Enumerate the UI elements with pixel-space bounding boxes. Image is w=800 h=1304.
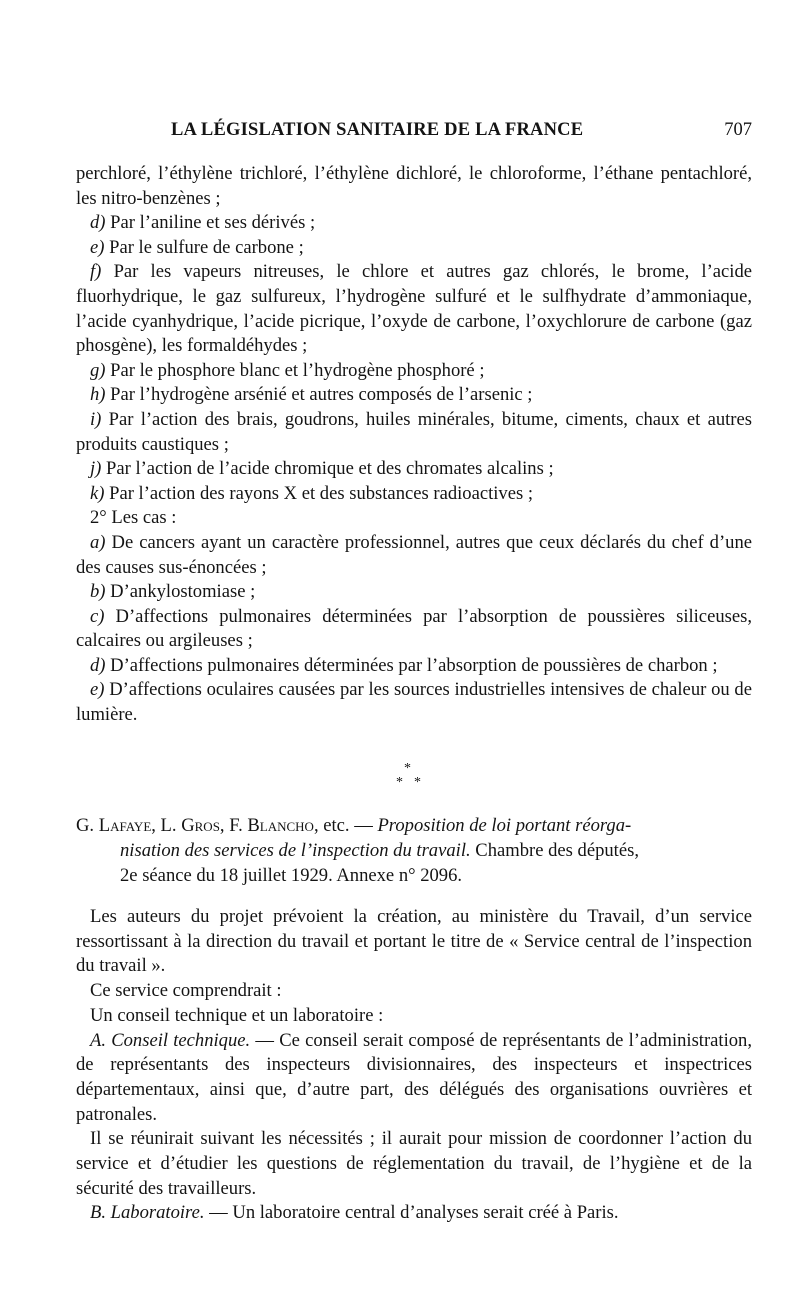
- paragraph: A. Conseil technique. — Ce conseil serait composé de représentants de l’administration, de représentants des inspecteurs divisionnaires, des inspecteurs et inspectrices départementaux, ainsi que, d’autre part, des délégués des organisations ouvrières et patronales.: [76, 1029, 752, 1125]
- page-number: 707: [724, 120, 752, 140]
- reference-authors: G. Lafaye, L. Gros, F. Blancho,: [76, 815, 319, 836]
- list-item: e) D’affections oculaires causées par les sources industrielles intensives de chaleur ou de lumière.: [76, 679, 752, 726]
- page-header: [76, 120, 752, 144]
- running-title: LA LÉGISLATION SANITAIRE DE LA FRANCE: [171, 120, 584, 140]
- asterism: [380, 760, 440, 800]
- paragraph: Il se réunirait suivant les nécessités ; il aurait pour mission de coordonner l’action du service et d’étudier les questions de réglementation du travail, de l’hygiène et de la sécurité des travailleurs.: [76, 1128, 752, 1199]
- asterisk-glyph: *: [414, 775, 421, 790]
- paragraph: Les auteurs du projet prévoient la création, au ministère du Travail, d’un service ressortissant à la direction du travail et portant le titre de « Service central de l’inspection du travail ».: [76, 906, 752, 977]
- reference-line: [76, 864, 752, 889]
- list-item: e) Par le sulfure de carbone ;: [90, 236, 304, 258]
- disease-list: [76, 162, 752, 728]
- asterisk-glyph: *: [404, 761, 411, 776]
- list-heading: 2° Les cas :: [90, 507, 177, 529]
- paragraph: Un conseil technique et un laboratoire :: [90, 1004, 384, 1026]
- reference-source: 2e séance du 18 juillet 1929. Annexe n° 2096.: [120, 864, 463, 886]
- list-item: c) D’affections pulmonaires déterminées par l’absorption de poussières siliceuses, calcaires ou argileuses ;: [76, 605, 752, 652]
- paragraph: B. Laboratoire. — Un laboratoire central d’analyses serait créé à Paris.: [90, 1202, 619, 1224]
- list-item: f) Par les vapeurs nitreuses, le chlore et autres gaz chlorés, le brome, l’acide fluorhydrique, le gaz sulfureux, l’hydrogène sulfuré et le sulfhydrate d’ammoniaque, l’acide cyanhydrique, l’acide picrique, l’oxyde de carbone, l’oxychlorure de carbone (gaz phosgène), les formaldéhydes ;: [76, 261, 752, 357]
- list-item: j) Par l’action de l’acide chromique et des chromates alcalins ;: [90, 458, 554, 480]
- summary-text: [76, 905, 752, 1226]
- asterisk-glyph: *: [396, 775, 403, 790]
- reference-title: Proposition de loi portant réorga-: [377, 815, 632, 836]
- list-item: d) D’affections pulmonaires déterminées par l’absorption de poussières de charbon ;: [90, 654, 718, 676]
- list-item: b) D’ankylostomiase ;: [90, 581, 256, 603]
- list-item: d) Par l’aniline et ses dérivés ;: [90, 212, 316, 234]
- list-item: perchloré, l’éthylène trichloré, l’éthylène dichloré, le chloroforme, l’éthane pentachloré, les nitro-benzènes ;: [76, 163, 752, 209]
- reference-title: nisation des services de l’inspection du travail.: [120, 839, 471, 861]
- bibliographic-reference: [76, 814, 752, 888]
- reference-source: Chambre des députés,: [470, 839, 639, 861]
- list-item: h) Par l’hydrogène arsénié et autres composés de l’arsenic ;: [90, 384, 533, 406]
- list-item: i) Par l’action des brais, goudrons, huiles minérales, bitume, ciments, chaux et autres produits caustiques ;: [76, 408, 752, 455]
- list-item: a) De cancers ayant un caractère professionnel, autres que ceux déclarés du chef d’une des causes sus-énoncées ;: [76, 531, 752, 578]
- reference-line: [76, 839, 752, 864]
- list-item: g) Par le phosphore blanc et l’hydrogène phosphoré ;: [90, 359, 485, 381]
- reference-line: G. Lafaye, L. Gros, F. Blancho, etc. — Proposition de loi portant réorga-: [76, 815, 632, 836]
- paragraph: Ce service comprendrait :: [90, 980, 282, 1002]
- list-item: k) Par l’action des rayons X et des substances radioactives ;: [90, 482, 534, 504]
